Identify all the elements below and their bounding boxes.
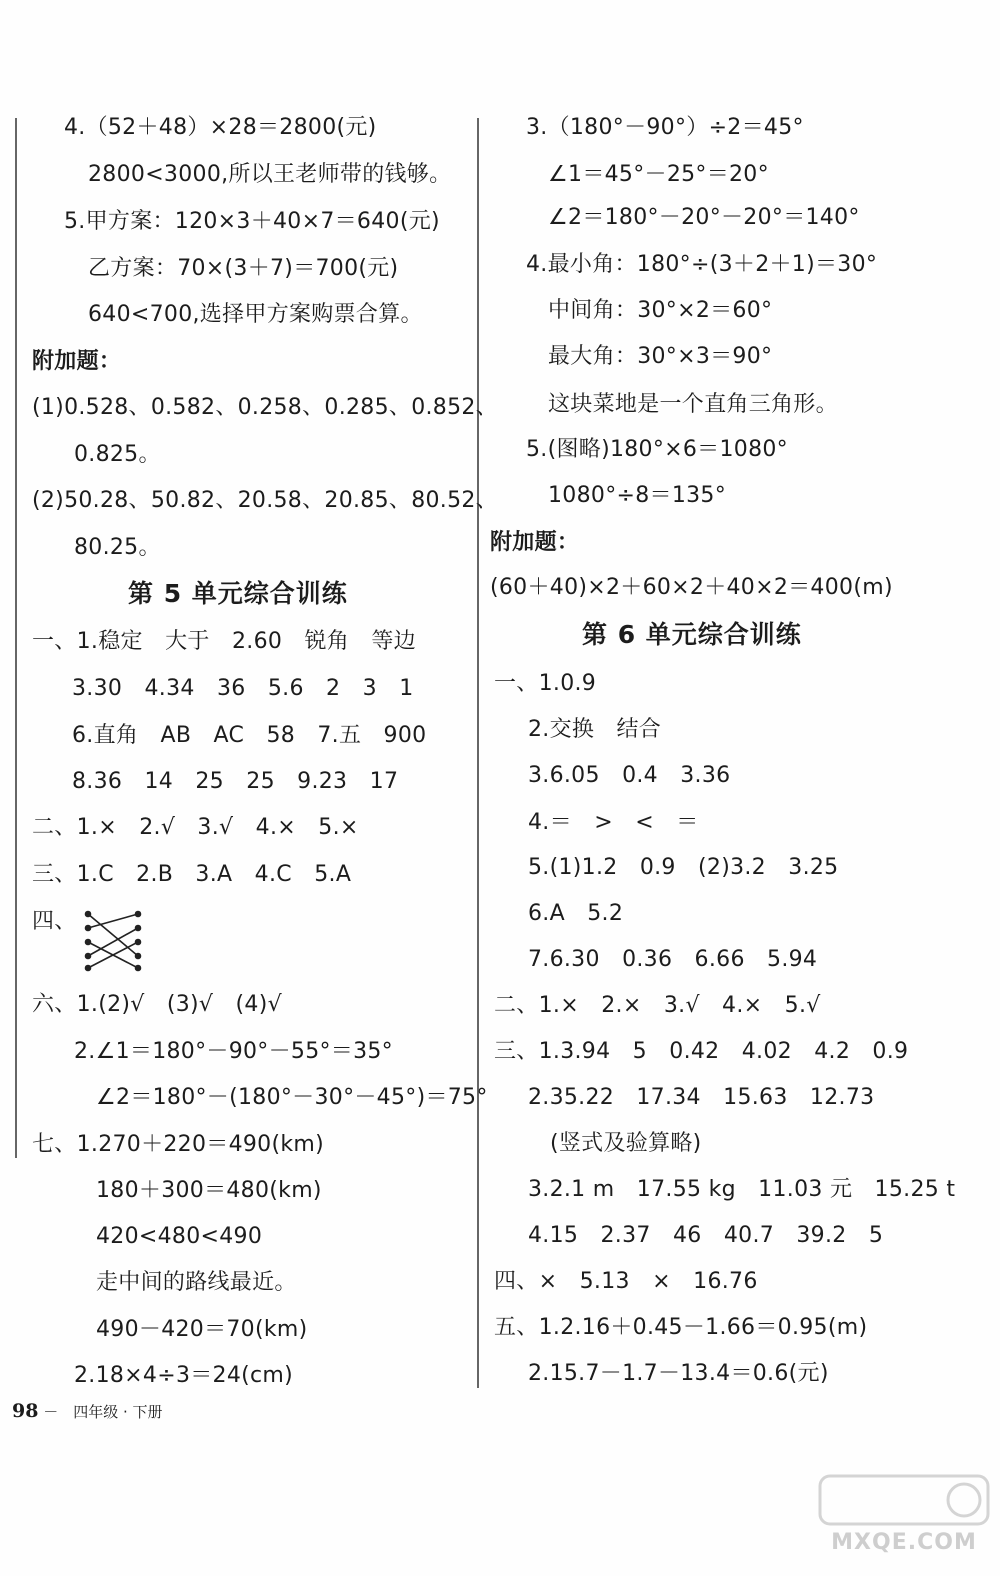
answer-line: 80.25。 xyxy=(74,535,161,560)
answer-line: 6.A 5.2 xyxy=(528,901,624,926)
page-number: 98 xyxy=(12,1400,39,1422)
answer-line: 乙方案：70×(3＋7)＝700(元) xyxy=(88,256,399,281)
answer-line: 420<480<490 xyxy=(96,1224,263,1249)
answer-line: 3.（180°－90°）÷2＝45° xyxy=(526,115,804,140)
answer-line: 二、1.× 2.× 3.√ 4.× 5.√ xyxy=(494,993,821,1018)
answer-line: 180＋300＝480(km) xyxy=(96,1178,322,1203)
answer-line: ∠2＝180°－20°－20°＝140° xyxy=(548,205,860,230)
answer-line: 七、1.270＋220＝490(km) xyxy=(32,1132,325,1157)
answer-line: 1080°÷8＝135° xyxy=(548,483,727,508)
answer-line: 2.∠1＝180°－90°－55°＝35° xyxy=(74,1039,393,1064)
watermark-text: MXQE.COM xyxy=(831,1530,977,1555)
answer-line: 附加题： xyxy=(32,349,122,374)
answer-line: ∠2＝180°－(180°－30°－45°)＝75° xyxy=(96,1085,488,1110)
answer-line: (60＋40)×2＋60×2＋40×2＝400(m) xyxy=(490,575,893,600)
answer-line: 五、1.2.16＋0.45－1.66＝0.95(m) xyxy=(494,1315,868,1340)
answer-line: 三、1.3.94 5 0.42 4.02 4.2 0.9 xyxy=(494,1039,909,1064)
answer-line: ∠1＝45°－25°＝20° xyxy=(548,162,769,187)
answer-line: 这块菜地是一个直角三角形。 xyxy=(548,392,838,417)
answer-line: 8.36 14 25 25 9.23 17 xyxy=(72,769,399,794)
answer-line: 4.最小角：180°÷(3＋2＋1)＝30° xyxy=(526,252,878,277)
section-heading: 第 5 单元综合训练 xyxy=(128,579,348,608)
answer-line: 走中间的路线最近。 xyxy=(96,1270,297,1295)
answer-line: 3.6.05 0.4 3.36 xyxy=(528,763,731,788)
answer-line: 中间角：30°×2＝60° xyxy=(548,298,773,323)
matching-lines-figure xyxy=(82,908,146,974)
page-footer xyxy=(12,1400,163,1422)
answer-line: 二、1.× 2.√ 3.√ 4.× 5.× xyxy=(32,815,359,840)
answer-line: 三、1.C 2.B 3.A 4.C 5.A xyxy=(32,862,352,887)
answer-line: 5.(1)1.2 0.9 (2)3.2 3.25 xyxy=(528,855,839,880)
answer-line: 4.15 2.37 46 40.7 39.2 5 xyxy=(528,1223,884,1248)
answer-line: 5.(图略)180°×6＝1080° xyxy=(526,437,788,462)
answer-line: 四、 xyxy=(32,909,77,934)
answer-line: 7.6.30 0.36 6.66 5.94 xyxy=(528,947,818,972)
answer-line: 2.交换 结合 xyxy=(528,717,662,742)
answer-line: (1)0.528、0.582、0.258、0.285、0.852、 xyxy=(32,395,498,420)
watermark-logo xyxy=(816,1470,992,1560)
answer-line: 3.2.1 m 17.55 kg 11.03 元 15.25 t xyxy=(528,1177,956,1202)
answer-line: 六、1.(2)√ (3)√ (4)√ xyxy=(32,992,282,1017)
grade-label: － 四年级 · 下册 xyxy=(43,1403,163,1421)
left-margin-line xyxy=(15,118,17,1158)
answer-line: 490－420＝70(km) xyxy=(96,1317,308,1342)
answer-line: 一、1.稳定 大于 2.60 锐角 等边 xyxy=(32,629,416,654)
answer-line: 2.18×4÷3＝24(cm) xyxy=(74,1363,294,1388)
answer-line: 附加题： xyxy=(490,530,580,555)
answer-line: 640<700,选择甲方案购票合算。 xyxy=(88,302,423,327)
answer-line: 4.＝ > < ＝ xyxy=(528,810,699,835)
answer-line: 0.825。 xyxy=(74,442,161,467)
watermark-icon xyxy=(816,1470,992,1530)
answer-line: 6.直角 AB AC 58 7.五 900 xyxy=(72,723,427,748)
answer-line: 5.甲方案：120×3＋40×7＝640(元) xyxy=(64,209,440,234)
answer-line: (2)50.28、50.82、20.58、20.85、80.52、 xyxy=(32,488,498,513)
column-divider xyxy=(477,118,479,1388)
section-heading: 第 6 单元综合训练 xyxy=(582,620,802,649)
answer-line: 最大角：30°×3＝90° xyxy=(548,344,773,369)
answer-line: 2800<3000,所以王老师带的钱够。 xyxy=(88,162,452,187)
answer-line: 2.15.7－1.7－13.4＝0.6(元) xyxy=(528,1361,829,1386)
answer-line: 3.30 4.34 36 5.6 2 3 1 xyxy=(72,676,414,701)
answer-line: 2.35.22 17.34 15.63 12.73 xyxy=(528,1085,875,1110)
answer-line: 一、1.0.9 xyxy=(494,671,597,696)
answer-line: 四、× 5.13 × 16.76 xyxy=(494,1269,758,1294)
answer-line: (竖式及验算略) xyxy=(550,1131,702,1156)
answer-line: 4.（52＋48）×28＝2800(元) xyxy=(64,115,377,140)
